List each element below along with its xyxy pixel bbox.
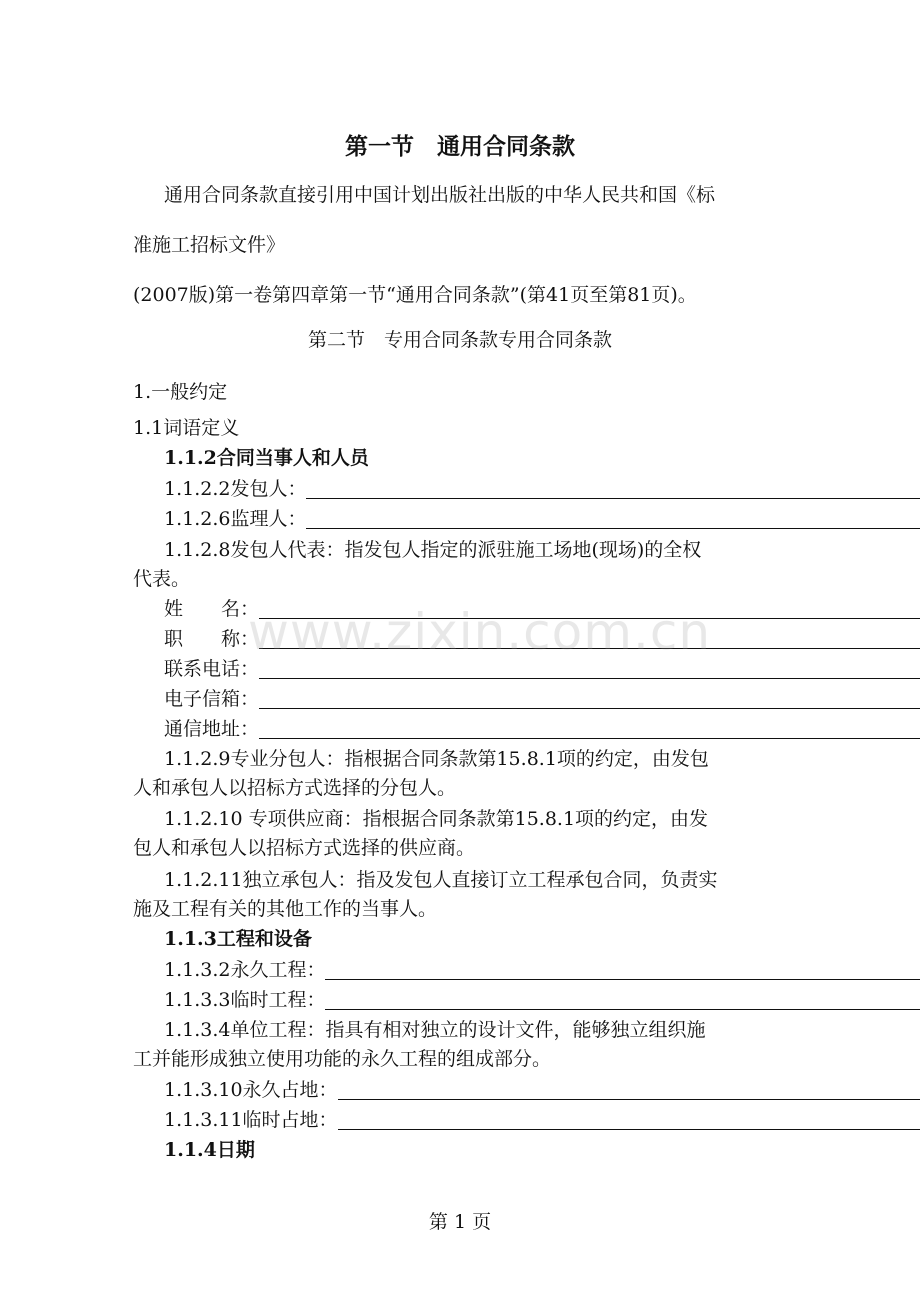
clause-1-1-2-10-line-2: 包人和承包人以招标方式选择的供应商。 xyxy=(133,837,476,859)
permanent-land-blank-line xyxy=(338,1081,920,1100)
employer-field xyxy=(164,475,920,501)
clause-1-1-2-8-line-2: 代表。 xyxy=(133,568,191,590)
clause-1-1-2-9-line-1: 1.1.2.9专业分包人：指根据合同条款第15.8.1项的约定，由发包 xyxy=(164,748,709,770)
temporary-land-field xyxy=(164,1106,920,1132)
supervisor-blank-line xyxy=(306,510,920,529)
employer-blank-line xyxy=(306,480,920,499)
rep-address-blank-line xyxy=(259,720,920,739)
intro-line-1: 通用合同条款直接引用中国计划出版社出版的中华人民共和国《标 xyxy=(164,184,716,206)
permanent-land-label: 1.1.3.10永久占地： xyxy=(164,1079,338,1101)
intro-line-2: 准施工招标文件》 xyxy=(133,234,286,256)
clause-1-1-4-heading: 1.1.4日期 xyxy=(164,1139,255,1161)
clause-1-1-3-4-line-1: 1.1.3.4单位工程：指具有相对独立的设计文件，能够独立组织施 xyxy=(164,1019,706,1041)
rep-email-field xyxy=(164,685,920,711)
rep-name-label-a: 姓 xyxy=(164,598,184,620)
clause-1-1-3-heading: 1.1.3工程和设备 xyxy=(164,928,312,950)
rep-phone-label: 联系电话： xyxy=(164,658,260,680)
permanent-land-field xyxy=(164,1076,920,1102)
clause-1-1-2-heading: 1.1.2合同当事人和人员 xyxy=(164,447,369,469)
temporary-land-label: 1.1.3.11临时占地： xyxy=(164,1109,338,1131)
rep-address-label: 通信地址： xyxy=(164,718,260,740)
supervisor-label: 1.1.2.6监理人： xyxy=(164,508,307,530)
rep-address-field xyxy=(164,715,920,741)
clause-1-1-2-10-line-1: 1.1.2.10 专项供应商：指根据合同条款第15.8.1项的约定，由发 xyxy=(164,808,709,830)
temporary-land-blank-line xyxy=(338,1111,920,1130)
section-heading-special-terms: 第二节 专用合同条款专用合同条款 xyxy=(307,329,612,351)
employer-label: 1.1.2.2发包人： xyxy=(164,478,307,500)
rep-title-label-b: 称： xyxy=(221,628,260,650)
page-number-footer: 第 1 页 xyxy=(428,1211,492,1233)
intro-line-3: (2007版)第一卷第四章第一节“通用合同条款”(第41页至第81页)。 xyxy=(133,284,697,306)
rep-email-blank-line xyxy=(259,690,920,709)
rep-email-label: 电子信箱： xyxy=(164,688,260,710)
clause-1-1-2-11-line-2: 施及工程有关的其他工作的当事人。 xyxy=(133,898,438,920)
temporary-works-blank-line xyxy=(325,991,920,1010)
section-heading-general-terms: 第一节 通用合同条款 xyxy=(345,133,575,160)
clause-1-heading: 1.一般约定 xyxy=(133,381,228,403)
clause-1-1-2-11-line-1: 1.1.2.11独立承包人：指及发包人直接订立工程承包合同，负责实 xyxy=(164,869,718,891)
permanent-works-blank-line xyxy=(325,961,920,980)
permanent-works-label: 1.1.3.2永久工程： xyxy=(164,959,326,981)
temporary-works-label: 1.1.3.3临时工程： xyxy=(164,989,326,1011)
rep-title-label-a: 职 xyxy=(164,628,184,650)
clause-1-1-3-4-line-2: 工并能形成独立使用功能的永久工程的组成部分。 xyxy=(133,1048,552,1070)
clause-1-1-heading: 1.1词语定义 xyxy=(133,417,240,439)
site-watermark: www.zixin.com.cn xyxy=(248,603,712,661)
clause-1-1-2-8-line-1: 1.1.2.8发包人代表：指发包人指定的派驻施工场地(现场)的全权 xyxy=(164,539,702,561)
clause-1-1-2-9-line-2: 人和承包人以招标方式选择的分包人。 xyxy=(133,777,457,799)
permanent-works-field xyxy=(164,956,920,982)
rep-name-label-b: 名： xyxy=(221,598,260,620)
supervisor-field xyxy=(164,505,920,531)
temporary-works-field xyxy=(164,986,920,1012)
